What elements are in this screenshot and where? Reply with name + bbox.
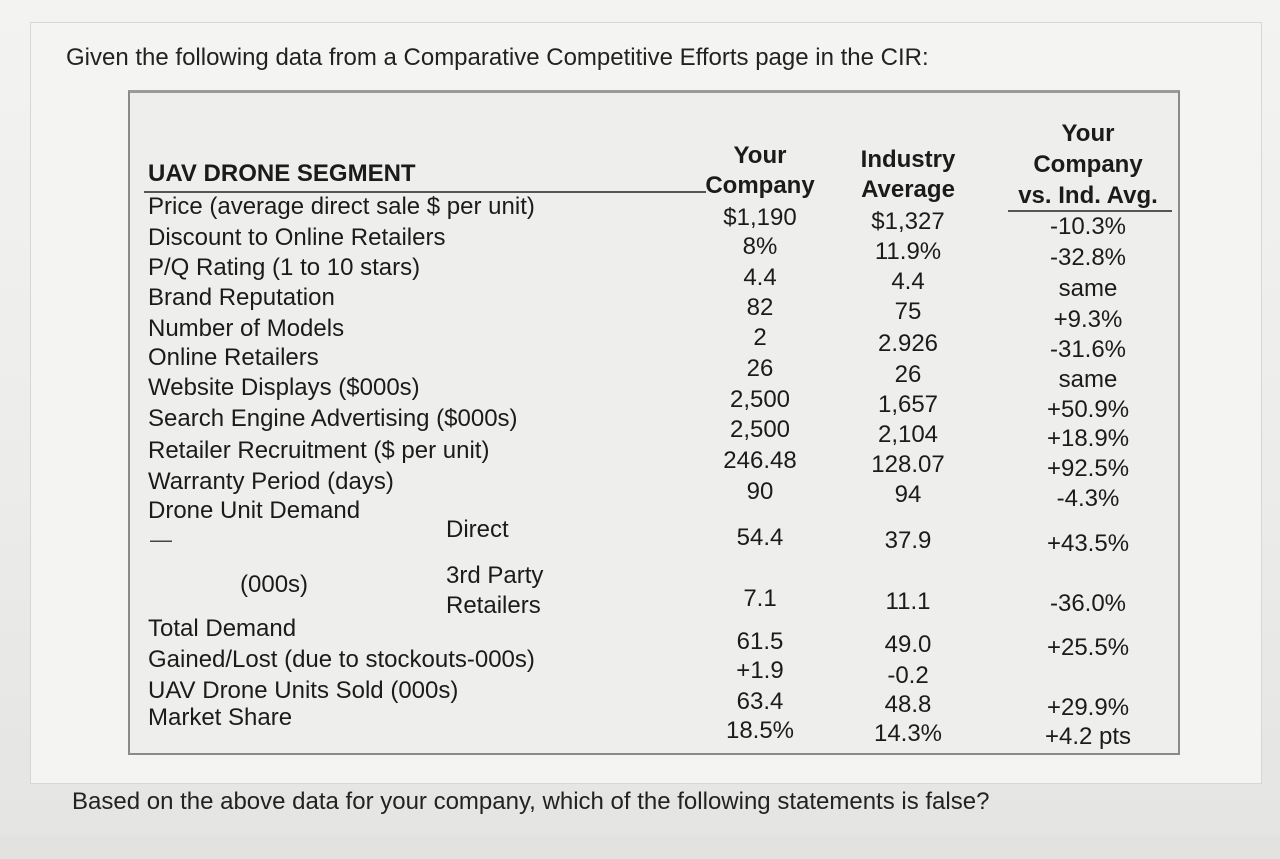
row-industry-value: 4.4 xyxy=(891,268,925,295)
row-your-value: 2,500 xyxy=(729,386,791,413)
demand-dash: — xyxy=(150,527,172,552)
bottom-strip xyxy=(0,836,1280,859)
header-vs-1: Your xyxy=(1061,120,1115,147)
row-industry-value: 1,657 xyxy=(877,391,939,418)
row-industry-value: 2.926 xyxy=(877,330,939,357)
header-vs-2: Company xyxy=(1033,151,1143,178)
header-industry-1: Industry xyxy=(860,146,956,173)
header-your-company-2: Company xyxy=(705,172,815,199)
third-party-vs-value: -36.0% xyxy=(1049,590,1127,617)
row-your-value: 8% xyxy=(742,233,778,260)
row-your-value: $1,190 xyxy=(723,204,797,231)
units-sold-your-value: 63.4 xyxy=(736,688,784,715)
question-prompt: Based on the above data for your company, which of the following statements is false? xyxy=(72,788,990,815)
row-label: Website Displays ($000s) xyxy=(148,374,420,401)
row-label: Brand Reputation xyxy=(148,284,335,311)
row-label: Search Engine Advertising ($000s) xyxy=(148,405,518,432)
row-label: Retailer Recruitment ($ per unit) xyxy=(148,437,490,464)
row-vs-value: -32.8% xyxy=(1049,244,1127,271)
row-your-value: 82 xyxy=(746,294,774,321)
gained-lost-label: Gained/Lost (due to stockouts-000s) xyxy=(148,646,535,673)
row-vs-value: +50.9% xyxy=(1046,396,1130,423)
units-sold-vs-value: +29.9% xyxy=(1046,694,1130,721)
total-demand-industry-value: 49.0 xyxy=(884,631,932,658)
header-underline-right xyxy=(1008,210,1172,212)
gained-lost-industry-value: -0.2 xyxy=(887,662,929,689)
row-industry-value: 128.07 xyxy=(871,451,945,478)
row-your-value: 2,500 xyxy=(729,416,791,443)
total-demand-vs-value: +25.5% xyxy=(1046,634,1130,661)
market-share-your-value: 18.5% xyxy=(725,717,795,744)
market-share-label: Market Share xyxy=(148,704,293,731)
row-industry-value: 11.9% xyxy=(874,238,942,265)
row-industry-value: 75 xyxy=(894,298,922,325)
row-industry-value: $1,327 xyxy=(871,208,945,235)
row-industry-value: 94 xyxy=(894,481,922,508)
units-sold-industry-value: 48.8 xyxy=(884,691,932,718)
total-demand-label: Total Demand xyxy=(148,615,297,642)
row-label: P/Q Rating (1 to 10 stars) xyxy=(148,254,421,281)
row-your-value: 26 xyxy=(746,355,774,382)
demand-unit-label: (000s) xyxy=(240,571,309,598)
total-demand-your-value: 61.5 xyxy=(736,628,784,655)
row-label: Discount to Online Retailers xyxy=(148,224,446,251)
row-vs-value: -10.3% xyxy=(1049,213,1127,240)
segment-title: UAV DRONE SEGMENT xyxy=(148,160,416,187)
row-your-value: 2 xyxy=(753,324,767,351)
row-industry-value: 26 xyxy=(894,361,922,388)
header-your-company-1: Your xyxy=(733,142,787,169)
row-vs-value: +18.9% xyxy=(1046,425,1130,452)
row-your-value: 4.4 xyxy=(743,264,777,291)
row-your-value: 246.48 xyxy=(723,447,797,474)
third-party-industry-value: 11.1 xyxy=(885,588,931,615)
direct-vs-value: +43.5% xyxy=(1046,530,1130,557)
row-label: Number of Models xyxy=(148,315,345,342)
gained-lost-your-value: +1.9 xyxy=(736,657,784,684)
row-vs-value: same xyxy=(1058,366,1118,393)
row-your-value: 90 xyxy=(746,478,774,505)
row-industry-value: 2,104 xyxy=(877,421,939,448)
row-label: Online Retailers xyxy=(148,344,319,371)
direct-label: Direct xyxy=(446,516,509,543)
header-vs-3: vs. Ind. Avg. xyxy=(1018,182,1158,209)
row-label: Warranty Period (days) xyxy=(148,468,394,495)
market-share-vs-value: +4.2 pts xyxy=(1044,723,1132,750)
third-party-your-value: 7.1 xyxy=(743,585,777,612)
units-sold-label: UAV Drone Units Sold (000s) xyxy=(148,677,459,704)
row-label: Price (average direct sale $ per unit) xyxy=(148,193,535,220)
row-vs-value: -31.6% xyxy=(1049,336,1127,363)
direct-industry-value: 37.9 xyxy=(884,527,932,554)
third-party-label-1: 3rd Party xyxy=(446,562,544,589)
row-vs-value: +9.3% xyxy=(1053,306,1123,333)
row-vs-value: +92.5% xyxy=(1046,455,1130,482)
third-party-label-2: Retailers xyxy=(446,592,541,619)
demand-label: Drone Unit Demand xyxy=(148,497,361,524)
header-industry-2: Average xyxy=(861,176,955,203)
market-share-industry-value: 14.3% xyxy=(873,720,943,747)
direct-your-value: 54.4 xyxy=(736,524,784,551)
row-vs-value: -4.3% xyxy=(1056,485,1120,512)
question-intro: Given the following data from a Comparative Competitive Efforts page in the CIR: xyxy=(66,44,929,71)
row-vs-value: same xyxy=(1058,275,1118,302)
